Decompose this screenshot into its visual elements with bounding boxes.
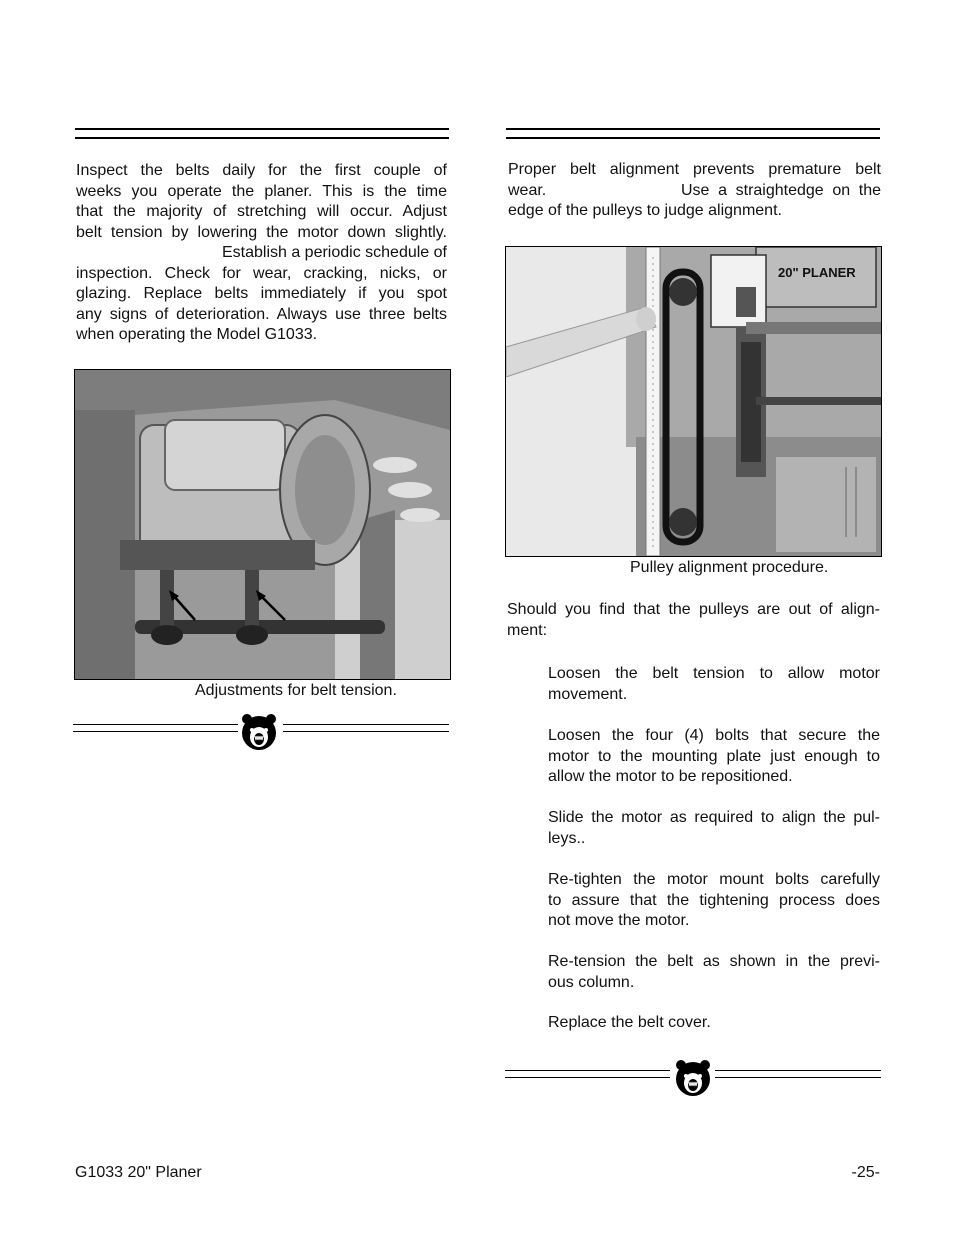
footer-page-number: -25-: [851, 1164, 880, 1181]
paragraph-line: glazing. Replace belts immediately if you spot: [76, 285, 447, 302]
motor-photo-illustration: [75, 370, 450, 679]
paragraph-line: any signs of deterioration. Always use three belts: [76, 305, 447, 323]
right-intro-paragraph: [508, 160, 881, 222]
step-line: movement.: [548, 685, 628, 703]
left-section-rule: [75, 128, 449, 130]
step-6: [548, 1013, 880, 1034]
step-line: Re-tighten the motor mount bolts carefully: [548, 871, 880, 888]
footer-model: G1033 20" Planer: [75, 1164, 202, 1181]
step-1: [548, 664, 880, 705]
paragraph-line: when operating the Model G1033.: [76, 326, 318, 343]
paragraph-line: weeks you operate the planer. This is the time: [76, 182, 447, 200]
right-lead-in: [507, 600, 880, 641]
paragraph-line: Proper belt alignment prevents premature belt: [508, 161, 881, 178]
paragraph-line: belt tension by lowering the motor down slightly.: [76, 223, 447, 241]
step-line: Loosen the four (4) bolts that secure the: [548, 727, 880, 744]
left-body-paragraph: [76, 161, 447, 346]
paragraph-line: that the majority of stretching will occur. Adjust: [76, 203, 447, 220]
right-section-rule: [506, 128, 880, 130]
left-section-divider: [73, 712, 449, 752]
step-line: Re-tension the belt as shown in the previ-: [548, 953, 880, 970]
pulley-alignment-photo: [505, 246, 882, 557]
step-line: Loosen the belt tension to allow motor: [548, 665, 880, 682]
motor-belt-tension-photo: [74, 369, 451, 680]
step-line: Slide the motor as required to align the pul-: [548, 809, 880, 826]
step-4: [548, 870, 880, 932]
paragraph-line: wear.: [508, 181, 547, 199]
step-line: to assure that the tightening process does: [548, 891, 880, 909]
left-figure-caption: Adjustments for belt tension.: [195, 682, 397, 699]
paragraph-line: Establish a periodic schedule of: [221, 244, 447, 261]
step-2: [548, 726, 880, 788]
paragraph-line: Should you find that the pulleys are out of align-: [507, 601, 880, 618]
step-line: Replace the belt cover.: [548, 1014, 711, 1031]
right-figure-caption: Pulley alignment procedure.: [630, 559, 829, 576]
step-line: ous column.: [548, 973, 635, 991]
bear-logo-icon: [239, 712, 279, 752]
paragraph-line: inspection. Check for wear, cracking, nicks, or: [76, 264, 447, 282]
step-line: allow the motor to be repositioned.: [548, 768, 793, 785]
paragraph-line: Use a straightedge on the: [681, 181, 881, 199]
step-line: motor to the mounting plate just enough to: [548, 747, 880, 765]
planer-label: 20" PLANER: [778, 265, 856, 280]
step-line: not move the motor.: [548, 912, 690, 929]
step-5: [548, 952, 880, 993]
planer-photo-illustration: [506, 247, 881, 556]
paragraph-line: Inspect the belts daily for the first couple of: [76, 162, 447, 179]
step-3: [548, 808, 880, 849]
bear-logo-icon: [673, 1058, 713, 1098]
right-section-divider: [505, 1058, 881, 1098]
paragraph-line: ment:: [507, 621, 548, 639]
paragraph-line: edge of the pulleys to judge alignment.: [508, 202, 782, 219]
step-line: leys..: [548, 829, 586, 847]
